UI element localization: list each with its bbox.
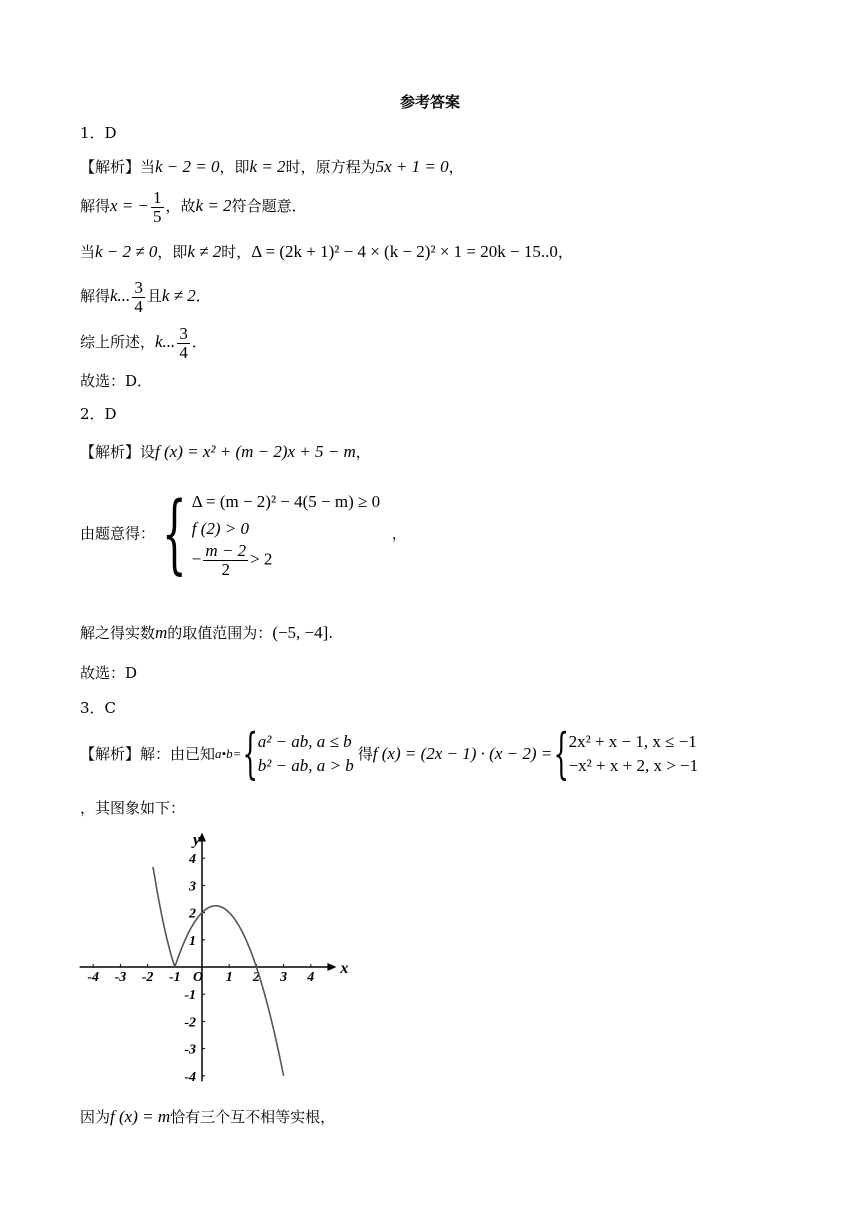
q1-answer: 1．D xyxy=(80,124,117,142)
q2-answer: 2．D xyxy=(80,405,117,423)
y-axis-label: y xyxy=(193,831,201,849)
x-tick-label: 1 xyxy=(225,970,233,985)
x-tick-label: 3 xyxy=(280,970,288,985)
q1-line3: 当k − 2 ≠ 0，即k ≠ 2时，Δ = (2k + 1)² − 4 × (k − 2)² × 1 = 20k − 15..0， xyxy=(80,242,573,261)
q1-line5: 综上所述，k... $\frac{3}{4}$ ． xyxy=(80,323,207,362)
x-axis-label: x xyxy=(340,960,349,977)
x-axis-arrow xyxy=(327,963,336,971)
q3-line2: ，其图象如下： xyxy=(80,799,186,817)
x-tick-label: 4 xyxy=(307,970,315,985)
y-tick-label: -4 xyxy=(184,1069,196,1085)
q3-answer: 3．C xyxy=(80,699,117,717)
y-tick-label: -3 xyxy=(184,1042,196,1058)
q1-conclusion: 故选：D． xyxy=(80,372,153,390)
q1-line2: 解得x = − $\frac{1}{5}$ ，故k = 2符合题意． xyxy=(80,187,307,226)
y-tick-label: -1 xyxy=(184,988,196,1004)
q3-line3: 因为f (x) = m恰有三个互不相等实根， xyxy=(80,1107,336,1126)
q2-conclusion: 故选：D xyxy=(80,664,138,682)
x-tick-label: -1 xyxy=(168,970,181,985)
x-tick-label: O xyxy=(192,970,204,985)
q2-system: 由题意得：{ Δ = (m − 2)² − 4(5 − m) ≥ 0 f (2) > 0 − $\frac{m - 2}{2}$ > 2 ， xyxy=(80,483,407,584)
x-tick-label: -2 xyxy=(141,970,154,985)
curve-series-1 xyxy=(153,867,175,967)
q2-line1: 【解析】设f (x) = x² + (m − 2)x + 5 − m， xyxy=(80,442,371,461)
y-tick-label: -2 xyxy=(184,1015,196,1031)
y-tick-label: 1 xyxy=(189,933,196,949)
q3-line1: 【解析】解：由已知a•b={ a² − ab, a ≤ b b² − ab, a > b 得f (x) = (2x − 1) · (x − 2) ={ 2x² + x − 1, x ≤ −1 −x² + x + 2, x > −1 xyxy=(80,722,699,785)
y-tick-label: 3 xyxy=(189,879,196,895)
q1-line1: 【解析】当k − 2 = 0，即k = 2时，原方程为5x + 1 = 0， xyxy=(80,157,464,176)
q1-line4: 解得k... $\frac{3}{4}$ 且k ≠ 2． xyxy=(80,277,211,316)
function-graph xyxy=(78,826,358,1096)
x-tick-label: 2 xyxy=(252,970,260,985)
page-title: 参考答案 xyxy=(399,93,460,111)
y-tick-label: 4 xyxy=(189,852,196,868)
x-tick-label: -3 xyxy=(114,970,127,985)
q2-line3: 解之得实数m的取值范围为：(−5, −4]. xyxy=(80,623,334,642)
x-tick-label: -4 xyxy=(87,970,100,985)
y-tick-label: 2 xyxy=(189,906,196,922)
